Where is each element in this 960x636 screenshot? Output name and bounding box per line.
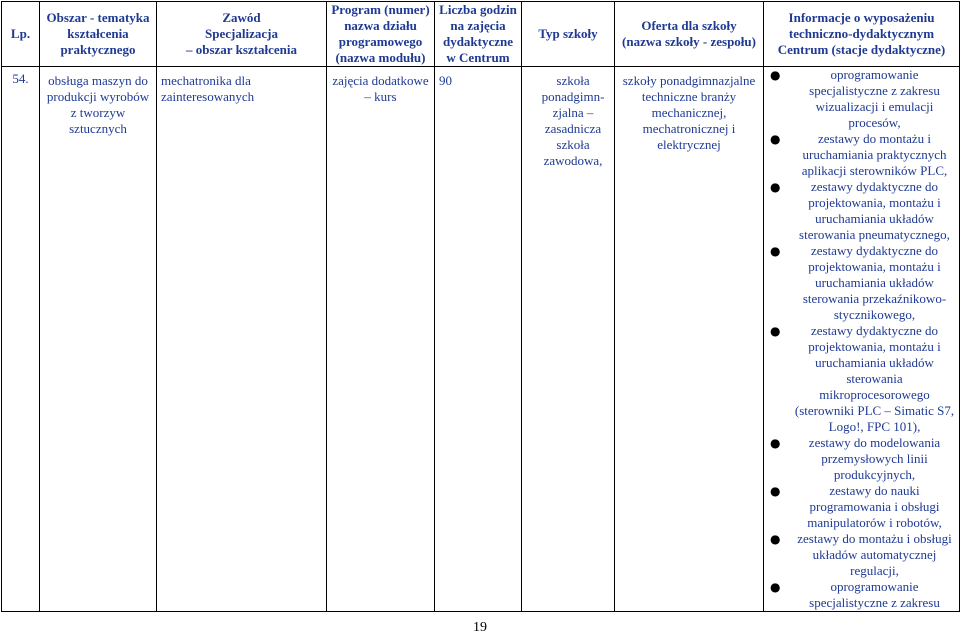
list-item: ● zestawy do montażu i uruchamiania praktycznych aplikacji sterowników PLC,	[770, 131, 948, 178]
header-row	[2, 2, 960, 67]
bullet-icon: ●	[770, 324, 781, 338]
cell-school-type: szkoła ponadgimn-zjalna – zasadnicza szkoła zawodowa,	[522, 67, 615, 612]
bullet-icon: ●	[770, 484, 781, 498]
cell-offer: szkoły ponadgimnazjalne techniczne branży mechanicznej, mechatronicznej i elektrycznej	[615, 67, 764, 612]
equipment-list	[764, 67, 959, 611]
cell-area: obsługa maszyn do produkcji wyrobów z tworzyw sztucznych	[40, 67, 157, 612]
header-area: Obszar - tematyka kształcenia praktycznego	[40, 2, 157, 67]
header-offer: Oferta dla szkoły (nazwa szkoły - zespołu)	[615, 2, 764, 67]
bullet-icon: ●	[770, 132, 781, 146]
bullet-icon: ●	[770, 436, 781, 450]
list-item: ● oprogramowanie specjalistyczne z zakresu wizualizacji i emulacji procesów,	[770, 67, 940, 130]
cell-lp: 54.	[2, 67, 40, 612]
header-school-type: Typ szkoły	[522, 2, 615, 67]
list-item: ● zestawy do montażu i obsługi układów automatycznej regulacji,	[770, 531, 952, 578]
bullet-icon: ●	[770, 244, 781, 258]
cell-equipment	[764, 67, 960, 612]
page-number: 19	[473, 620, 487, 635]
cell-profession: mechatronika dla zainteresowanych	[157, 67, 327, 612]
list-item: ● oprogramowanie specjalistyczne z zakresu	[770, 579, 940, 610]
cell-hours: 90	[435, 67, 522, 612]
header-equipment: Informacje o wyposażeniu techniczno-dydaktycznym Centrum (stacje dydaktyczne)	[764, 2, 960, 67]
table-row	[2, 67, 960, 612]
header-hours: Liczba godzin na zajęcia dydaktyczne w Centrum	[435, 2, 522, 67]
header-lp: Lp.	[2, 2, 40, 67]
bullet-icon: ●	[770, 580, 781, 594]
header-program: Program (numer) nazwa działu programowego (nazwa modułu)	[327, 2, 435, 67]
list-item: ● zestawy dydaktyczne do projektowania, montażu i uruchamiania układów sterowania przekaźnikowo-stycznikowego,	[770, 243, 947, 322]
list-item: ● zestawy do modelowania przemysłowych linii produkcyjnych,	[770, 435, 941, 482]
list-item: ● zestawy dydaktyczne do projektowania, montażu i uruchamiania układów sterowania mikroprocesorowego (sterowniki PLC – Simatic S7, Logo!, FPC 101),	[770, 323, 955, 434]
cell-program: zajęcia dodatkowe – kurs	[327, 67, 435, 612]
header-profession: Zawód Specjalizacja – obszar kształcenia	[157, 2, 327, 67]
bullet-icon: ●	[770, 68, 781, 82]
bullet-icon: ●	[770, 532, 781, 546]
list-item: ● zestawy do nauki programowania i obsługi manipulatorów i robotów,	[770, 483, 942, 530]
bullet-icon: ●	[770, 180, 781, 194]
program-table	[1, 1, 960, 612]
list-item: ● zestawy dydaktyczne do projektowania, montażu i uruchamiania układów sterowania pneumatycznego,	[770, 179, 950, 242]
